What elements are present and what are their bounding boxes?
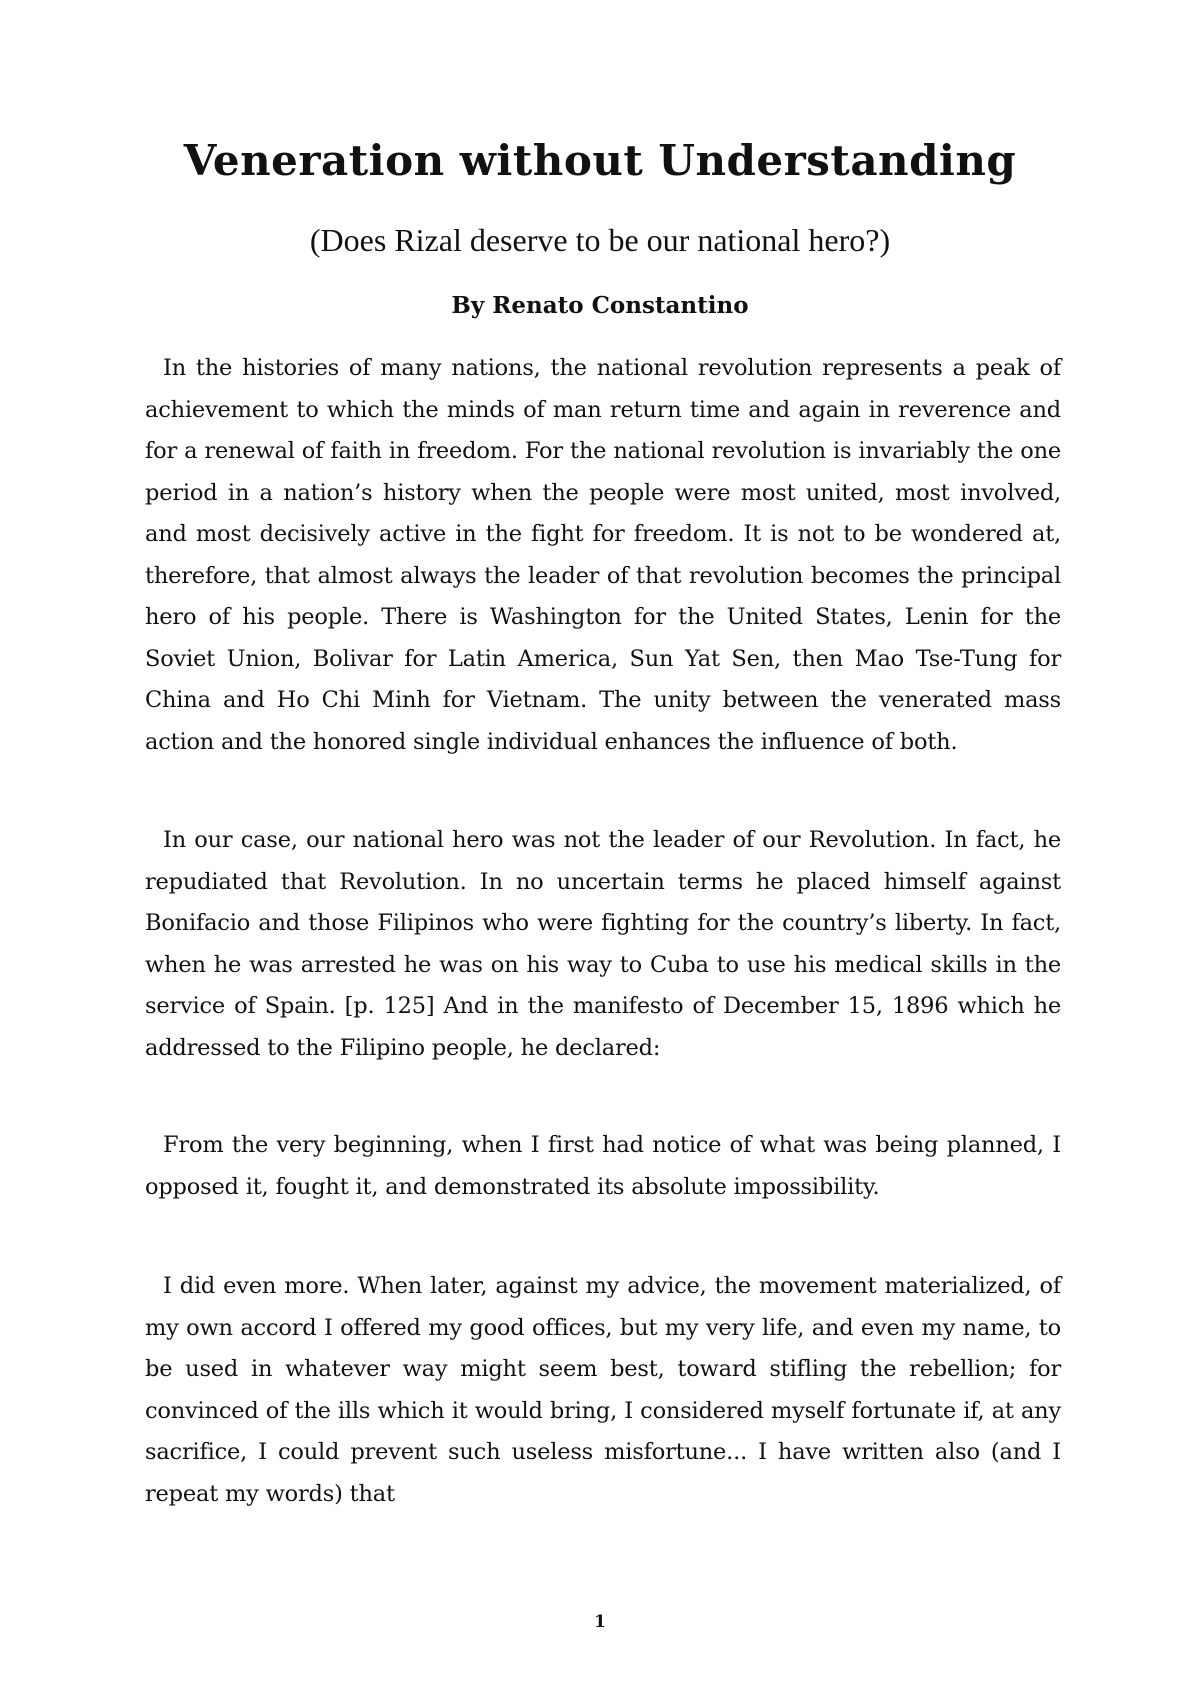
author-byline: By Renato Constantino xyxy=(451,292,749,319)
document-subtitle: (Does Rizal deserve to be our national hero?) xyxy=(309,222,891,258)
paragraph-2: In our case, our national hero was not the leader of our Revolution. In fact, he repudiated that Revolution. In no uncertain terms he placed himself against Bonifacio and those Filipinos who were fighting for the country’s liberty. In fact, when he was arrested he was on his way to Cuba to use his medical skills in the service of Spain. [p. 125] And in the manifesto of December 15, 1896 which he addressed to the Filipino people, he declared: xyxy=(145,827,1061,1061)
document-title: Veneration without Understanding xyxy=(183,136,1017,185)
quote-paragraph-1: From the very beginning, when I first had notice of what was being planned, I opposed it, fought it, and demonstrated its absolute impossibility. xyxy=(145,1132,1061,1200)
quote-paragraph-2: I did even more. When later, against my advice, the movement materialized, of my own accord I offered my good offices, but my very life, and even my name, to be used in whatever way might seem best, toward stifling the rebellion; for convinced of the ills which it would bring, I considered myself fortunate if, at any sacrifice, I could prevent such useless misfortune... I have written also (and I repeat my words) that xyxy=(145,1273,1061,1507)
paragraph-1: In the histories of many nations, the national revolution represents a peak of achievement to which the minds of man return time and again in reverence and for a renewal of faith in freedom. For the national revolution is invariably the one period in a nation’s history when the people were most united, most involved, and most decisively active in the fight for freedom. It is not to be wondered at, therefore, that almost always the leader of that revolution becomes the principal hero of his people. There is Washington for the United States, Lenin for the Soviet Union, Bolivar for Latin America, Sun Yat Sen, then Mao Tse-Tung for China and Ho Chi Minh for Vietnam. The unity between the venerated mass action and the honored single individual enhances the influence of both. xyxy=(145,355,1061,755)
page-number: 1 xyxy=(594,1612,606,1632)
